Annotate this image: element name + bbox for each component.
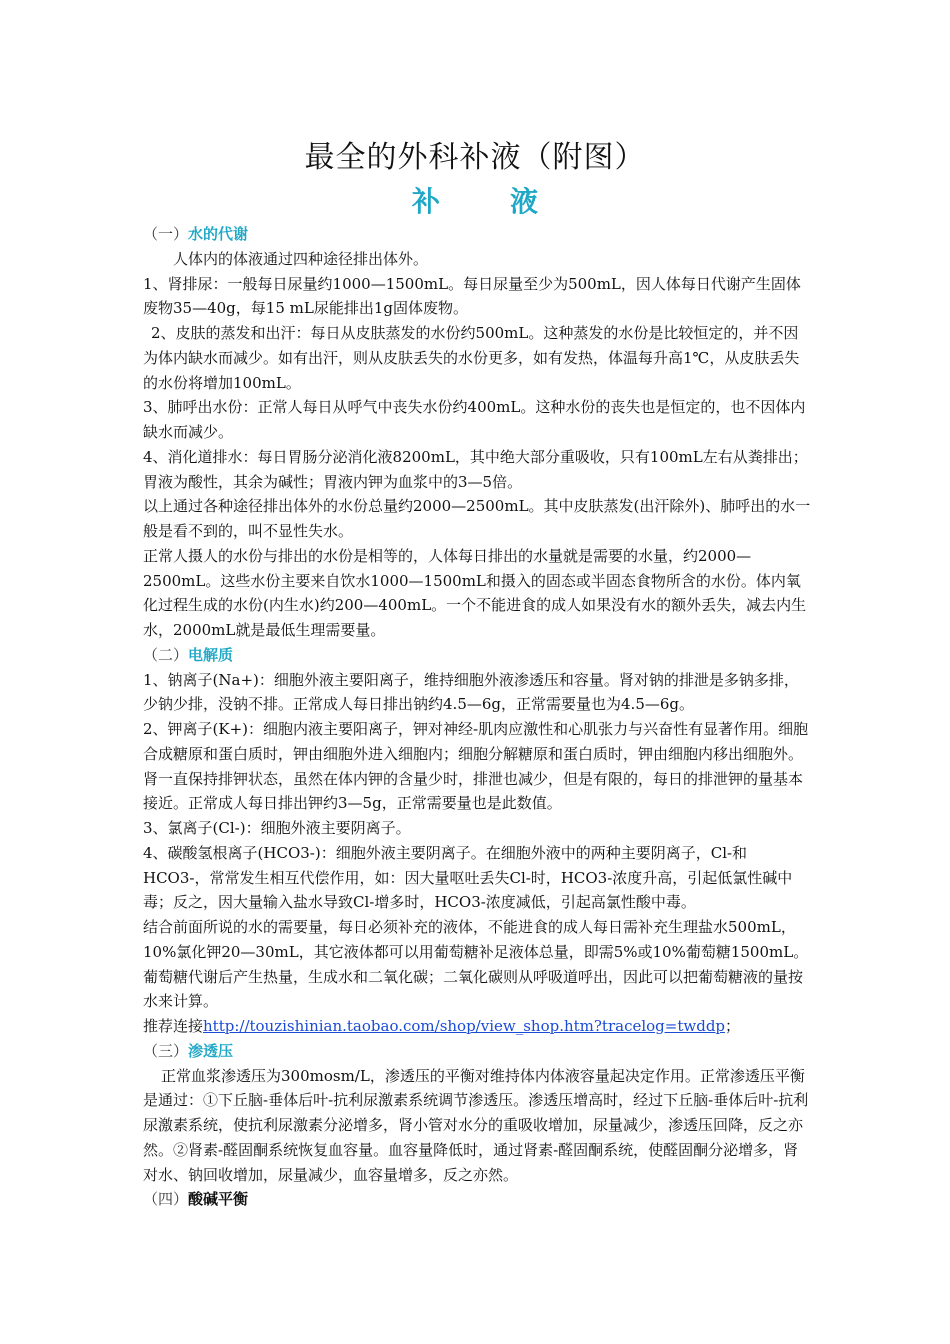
paragraph: 4、碳酸氢根离子(HCO3-)：细胞外液主要阴离子。在细胞外液中的两种主要阴离子，Cl-和HCO3-，常常发生相互代偿作用，如：因大量呕吐丢失Cl-时，HCO3-浓度升高，引起低氯性碱中毒；反之，因大量输入盐水导致Cl-增多时，HCO3-浓度减低，引起高氯性酸中毒。 (143, 843, 793, 912)
page-subtitle: 补液 (411, 185, 608, 218)
document-body (143, 222, 813, 1212)
paragraph: 以上通过各种途径排出体外的水份总量约2000—2500mL。其中皮肤蒸发(出汗除外)、肺呼出的水一般是看不到的，叫不显性失水。 (143, 497, 811, 540)
recommend-link-line: 推荐连接http://touzishinian.taobao.com/shop/view_shop.htm?tracelog=twddp； (143, 1017, 741, 1035)
paragraph: 2、皮肤的蒸发和出汗：每日从皮肤蒸发的水份约500mL。这种蒸发的水份是比较恒定的，并不因为体内缺水而减少。如有出汗，则从皮肤丢失的水份更多，如有发热，体温每升高1℃，从皮肤丢失的水份将增加100mL。 (143, 324, 800, 392)
paragraph: 2、钾离子(K+)：细胞内液主要阳离子，钾对神经-肌肉应激性和心肌张力与兴奋性有显著作用。细胞合成糖原和蛋白质时，钾由细胞外进入细胞内；细胞分解糖原和蛋白质时，钾由细胞内移出细胞外。肾一直保持排钾状态，虽然在体内钾的含量少时，排泄也减少，但是有限的，每日的排泄钾的量基本接近。正常成人每日排出钾约3—5g，正常需要量也是此数值。 (143, 720, 809, 813)
paragraph: 正常血浆渗透压为300mosm/L，渗透压的平衡对维持体内体液容量起决定作用。正常渗透压平衡是通过：①下丘脑-垂体后叶-抗利尿激素系统调节渗透压。渗透压增高时，经过下丘脑-垂体后叶-抗利尿激素系统，使抗利尿激素分泌增多，肾小管对水分的重吸收增加，尿量减少，渗透压回降，反之亦然。②肾素-醛固酮系统恢复血容量。血容量降低时，通过肾素-醛固酮系统，使醛固酮分泌增多，肾对水、钠回收增加，尿量减少，血容量增多，反之亦然。 (143, 1066, 809, 1184)
section-heading-acid-base: （四）酸碱平衡 (143, 1190, 249, 1209)
paragraph: 3、肺呼出水份：正常人每日从呼气中丧失水份约400mL。这种水份的丧失也是恒定的，也不因体内缺水而减少。 (143, 398, 806, 441)
recommend-link[interactable]: http://touzishinian.taobao.com/shop/view_shop.htm?tracelog=twddp (203, 1017, 726, 1035)
page-title: 最全的外科补液（附图） (304, 140, 646, 175)
paragraph: 1、肾排尿：一般每日尿量约1000—1500mL。每日尿量至少为500mL，因人体每日代谢产生固体废物35—40g，每15 mL尿能排出1g固体废物。 (143, 274, 801, 318)
paragraph: 结合前面所说的水的需要量，每日必须补充的液体，不能进食的成人每日需补充生理盐水500mL，10%氯化钾20—30mL，其它液体都可以用葡萄糖补足液体总量，即需5%或10%葡萄糖1500mL。葡萄糖代谢后产生热量，生成水和二氧化碳；二氧化碳则从呼吸道呼出，因此可以把葡萄糖液的量按水来计算。 (143, 918, 809, 1011)
paragraph: 4、消化道排水：每日胃肠分泌消化液8200mL，其中绝大部分重吸收，只有100mL左右从粪排出；胃液为酸性，其余为碱性；胃液内钾为血浆中的3—5倍。 (143, 447, 808, 491)
paragraph: 人体内的体液通过四种途径排出体外。 (173, 249, 429, 268)
paragraph: 正常人摄人的水份与排出的水份是相等的，人体每日排出的水量就是需要的水量，约2000—2500mL。这些水份主要来自饮水1000—1500mL和摄入的固态或半固态食物所含的水份。体内氧化过程生成的水份(内生水)约200—400mL。一个不能进食的成人如果没有水的额外丢失，减去内生水，2000mL就是最低生理需要量。 (143, 546, 807, 639)
section-heading-osmotic: （三）渗透压 (143, 1041, 234, 1060)
section-heading-water: （一）水的代谢 (143, 225, 249, 243)
section-heading-electrolytes: （二）电解质 (143, 645, 234, 664)
paragraph: 3、氯离子(Cl-)：细胞外液主要阴离子。 (143, 819, 411, 837)
paragraph: 1、钠离子(Na+)：细胞外液主要阳离子，维持细胞外液渗透压和容量。肾对钠的排泄是多钠多排，少钠少排，没钠不排。正常成人每日排出钠约4.5—6g，正常需要量也为4.5—6g。 (143, 670, 799, 714)
